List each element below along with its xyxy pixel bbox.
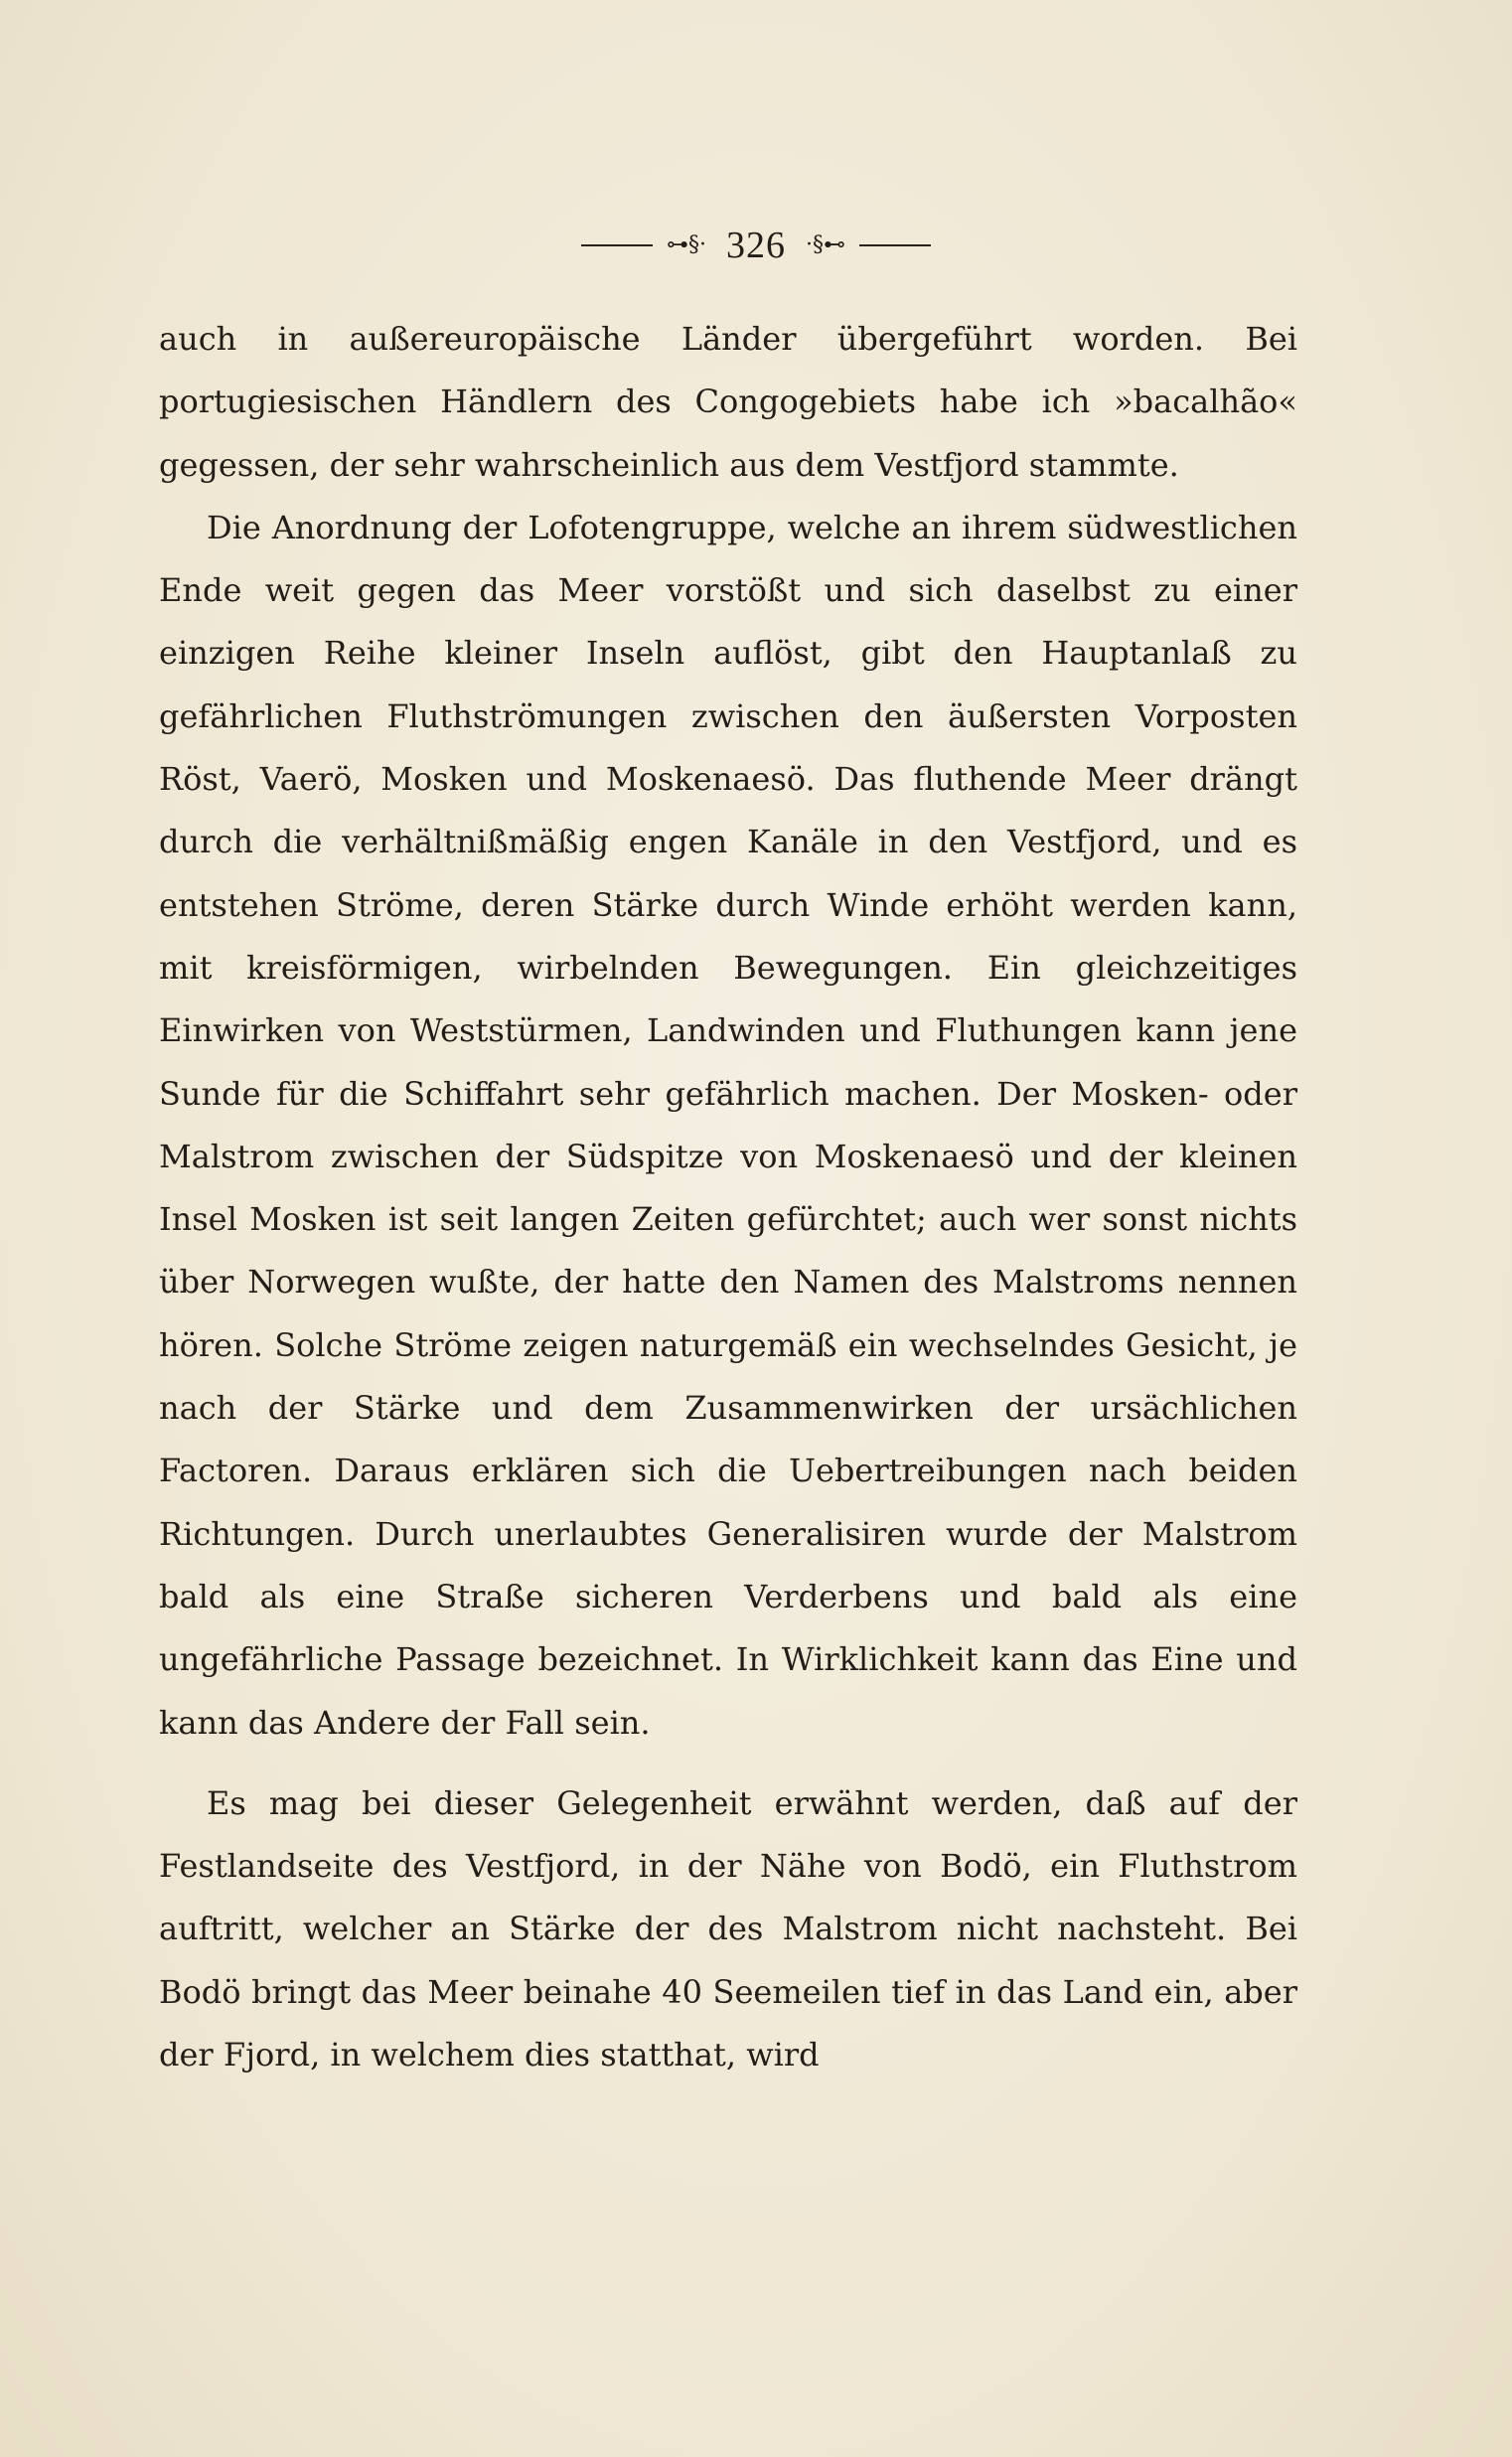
paragraph-3: Es mag bei dieser Gelegenheit erwähnt werden, daß auf der Festlandseite des Vestfjord, in der Nähe von Bodö, ein Fluthstrom auftritt, welcher an Stärke der des Malstrom nicht nachsteht. Bei Bodö bringt das Meer beinahe 40 Seemeilen tief in das Land ein, aber der Fjord, in welchem dies statthat, wird — [159, 1783, 1297, 2074]
header-rule-left — [581, 244, 653, 246]
page-number: 326 — [726, 225, 786, 266]
paragraph-2: Die Anordnung der Lofotengruppe, welche an ihrem südwestlichen Ende weit gegen das Meer vorstößt und sich daselbst zu einer einzigen Reihe kleiner Inseln auflöst, gibt den Hauptanlaß zu gefährlichen Fluthströmungen zwischen den äußersten Vorposten Röst, Vaerö, Mosken und Moskenaesö. Das fluthende Meer drängt durch die verhältnißmäßig engen Kanäle in den Vestfjord, und es entstehen Ströme, deren Stärke durch Winde erhöht werden kann, mit kreisförmigen, wirbelnden Bewegungen. Ein gleichzeitiges Einwirken von Weststürmen, Landwinden und Fluthungen kann jene Sunde für die Schiffahrt sehr gefährlich machen. Der Mosken- oder Malstrom zwischen der Südspitze von Moskenaesö und der kleinen Insel Mosken ist seit langen Zeiten gefürchtet; auch wer sonst nichts über Norwegen wußte, der hatte den Namen des Malstroms nennen hören. Solche Ströme zeigen naturgemäß ein wechselndes Gesicht, je nach der Stärke und dem Zusammenwirken der ursächlichen Factoren. Daraus erklären sich die Uebertreibungen nach beiden Richtungen. Durch unerlaubtes Generalisiren wurde der Malstrom bald als eine Straße sicheren Verderbens und bald als eine ungefährliche Passage bezeichnet. In Wirklichkeit kann das Eine und kann das Andere der Fall sein. — [159, 508, 1297, 1742]
ornament-left-icon: ⊶§· — [667, 232, 706, 257]
ornament-right-icon: ·§⊷ — [806, 232, 845, 257]
paragraph-1: auch in außereuropäische Länder übergeführt worden. Bei portugiesischen Händlern des Congogebiets habe ich »bacalhão« gegessen, der sehr wahrscheinlich aus dem Vestfjord stammte. — [159, 320, 1297, 484]
page-header — [0, 221, 1512, 270]
body-text — [159, 308, 1297, 2086]
header-rule-right — [859, 244, 931, 246]
